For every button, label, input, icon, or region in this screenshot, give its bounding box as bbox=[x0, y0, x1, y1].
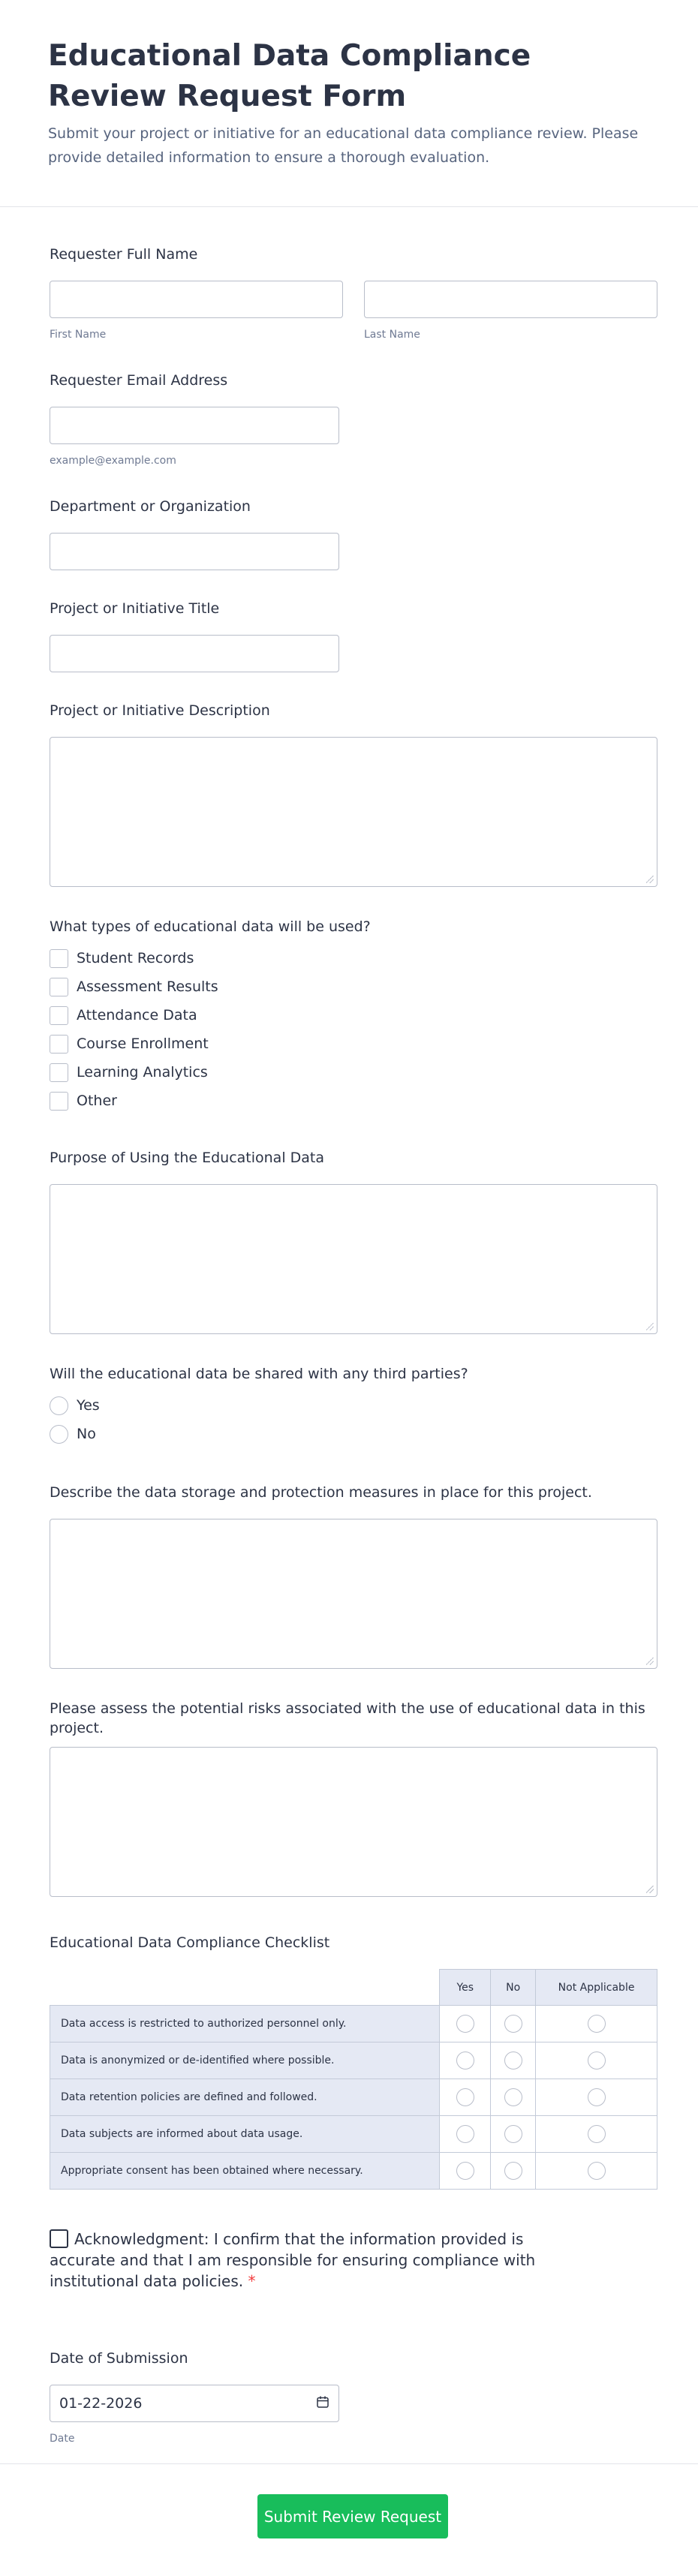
risks-label: Please assess the potential risks associated with the use of educational data in this project. bbox=[50, 1700, 645, 1736]
project-description-label: Project or Initiative Description bbox=[50, 702, 270, 719]
checkbox[interactable] bbox=[50, 949, 68, 968]
matrix-radio[interactable] bbox=[504, 2162, 522, 2180]
data-type-option[interactable] bbox=[50, 1058, 657, 1087]
date-sublabel: Date bbox=[50, 2433, 75, 2445]
matrix-col-na: Not Applicable bbox=[536, 1970, 657, 2006]
data-type-option[interactable] bbox=[50, 1001, 657, 1029]
checkbox[interactable] bbox=[50, 978, 68, 996]
calendar-icon[interactable] bbox=[316, 2395, 329, 2412]
storage-label: Describe the data storage and protection measures in place for this project. bbox=[50, 1484, 592, 1501]
checkbox[interactable] bbox=[50, 1006, 68, 1025]
acknowledgment-checkbox[interactable] bbox=[50, 2229, 68, 2248]
resize-handle-icon[interactable] bbox=[646, 1886, 654, 1893]
matrix-radio[interactable] bbox=[588, 2015, 606, 2033]
matrix-row-label: Data subjects are informed about data usage. bbox=[50, 2116, 440, 2153]
storage-textarea[interactable] bbox=[50, 1519, 657, 1669]
checkbox[interactable] bbox=[50, 1035, 68, 1054]
matrix-radio[interactable] bbox=[504, 2015, 522, 2033]
project-title-input[interactable] bbox=[50, 635, 339, 672]
submission-date-label: Date of Submission bbox=[50, 2350, 188, 2367]
option-label: Yes bbox=[77, 1397, 100, 1414]
resize-handle-icon[interactable] bbox=[646, 1658, 654, 1665]
data-types-options bbox=[50, 944, 657, 1115]
matrix-row-label: Appropriate consent has been obtained where necessary. bbox=[50, 2153, 440, 2190]
acknowledgment-text-block[interactable] bbox=[50, 2229, 575, 2292]
matrix-radio[interactable] bbox=[456, 2051, 474, 2070]
matrix-row bbox=[50, 2079, 657, 2116]
last-name-input[interactable] bbox=[364, 281, 657, 318]
checklist-label: Educational Data Compliance Checklist bbox=[50, 1934, 330, 1951]
matrix-row-label: Data is anonymized or de-identified where possible. bbox=[50, 2042, 440, 2079]
matrix-row bbox=[50, 2116, 657, 2153]
first-name-input[interactable] bbox=[50, 281, 343, 318]
department-field bbox=[50, 497, 657, 570]
last-name-sublabel: Last Name bbox=[364, 329, 420, 341]
matrix-row-label: Data retention policies are defined and followed. bbox=[50, 2079, 440, 2116]
matrix-radio[interactable] bbox=[588, 2051, 606, 2070]
matrix-col-yes: Yes bbox=[440, 1970, 491, 2006]
purpose-textarea[interactable] bbox=[50, 1184, 657, 1334]
purpose-field bbox=[50, 1148, 657, 1334]
requester-email-label: Requester Email Address bbox=[50, 372, 228, 389]
data-type-option[interactable] bbox=[50, 1087, 657, 1115]
requester-name-label: Requester Full Name bbox=[50, 246, 198, 263]
third-parties-field bbox=[50, 1364, 657, 1448]
matrix-row-label: Data access is restricted to authorized personnel only. bbox=[50, 2006, 440, 2042]
date-value: 01-22-2026 bbox=[59, 2395, 143, 2412]
department-label: Department or Organization bbox=[50, 498, 251, 515]
option-label: Course Enrollment bbox=[77, 1036, 209, 1052]
matrix-radio[interactable] bbox=[504, 2051, 522, 2070]
resize-handle-icon[interactable] bbox=[646, 1323, 654, 1330]
matrix-corner bbox=[50, 1970, 440, 2006]
radio[interactable] bbox=[50, 1425, 68, 1444]
third-parties-options bbox=[50, 1391, 657, 1448]
risks-textarea[interactable] bbox=[50, 1747, 657, 1897]
option-label: Learning Analytics bbox=[77, 1064, 208, 1081]
matrix-radio[interactable] bbox=[588, 2088, 606, 2106]
option-label: Other bbox=[77, 1093, 117, 1109]
checkbox[interactable] bbox=[50, 1092, 68, 1111]
matrix-radio[interactable] bbox=[456, 2088, 474, 2106]
form-title: Educational Data Compliance Review Request Form bbox=[48, 39, 531, 113]
project-description-field bbox=[50, 701, 657, 887]
project-title-label: Project or Initiative Title bbox=[50, 600, 220, 617]
matrix-radio[interactable] bbox=[456, 2162, 474, 2180]
checklist-field bbox=[50, 1933, 657, 2190]
form-footer bbox=[0, 2463, 698, 2576]
third-party-option-no[interactable] bbox=[50, 1420, 657, 1448]
requester-email-field bbox=[50, 371, 657, 467]
data-types-field bbox=[50, 917, 657, 1115]
form-header bbox=[0, 0, 698, 207]
matrix-row bbox=[50, 2006, 657, 2042]
required-mark: * bbox=[248, 2272, 256, 2290]
third-party-option-yes[interactable] bbox=[50, 1391, 657, 1420]
matrix-col-no: No bbox=[491, 1970, 536, 2006]
matrix-radio[interactable] bbox=[504, 2088, 522, 2106]
data-type-option[interactable] bbox=[50, 944, 657, 972]
data-types-label: What types of educational data will be used? bbox=[50, 918, 371, 935]
acknowledgment-field bbox=[50, 2229, 657, 2292]
date-input[interactable] bbox=[50, 2385, 339, 2422]
department-input[interactable] bbox=[50, 533, 339, 570]
matrix-radio[interactable] bbox=[504, 2125, 522, 2143]
matrix-radio[interactable] bbox=[456, 2015, 474, 2033]
third-parties-label: Will the educational data be shared with any third parties? bbox=[50, 1366, 468, 1382]
checkbox[interactable] bbox=[50, 1063, 68, 1082]
requester-name-field bbox=[50, 245, 657, 341]
matrix-row bbox=[50, 2042, 657, 2079]
submission-date-field bbox=[50, 2349, 657, 2445]
storage-field bbox=[50, 1483, 657, 1669]
project-title-field bbox=[50, 599, 657, 672]
risks-field bbox=[50, 1699, 657, 1897]
form-subtitle: Submit your project or initiative for an educational data compliance review. Please provide detailed information to ensure a thorough evaluation. bbox=[48, 125, 639, 166]
acknowledgment-text: Acknowledgment: I confirm that the information provided is accurate and that I am responsible for ensuring compliance with institutional data policies. bbox=[50, 2230, 536, 2290]
option-label: Assessment Results bbox=[77, 978, 218, 995]
checklist-matrix bbox=[50, 1969, 657, 2190]
matrix-radio[interactable] bbox=[456, 2125, 474, 2143]
matrix-radio[interactable] bbox=[588, 2162, 606, 2180]
radio[interactable] bbox=[50, 1396, 68, 1415]
first-name-sublabel: First Name bbox=[50, 329, 107, 341]
submit-button[interactable]: Submit Review Request bbox=[257, 2494, 448, 2538]
resize-handle-icon[interactable] bbox=[646, 876, 654, 883]
data-type-option[interactable] bbox=[50, 1029, 657, 1058]
option-label: Attendance Data bbox=[77, 1007, 197, 1023]
purpose-label: Purpose of Using the Educational Data bbox=[50, 1150, 325, 1166]
matrix-row bbox=[50, 2153, 657, 2190]
option-label: Student Records bbox=[77, 950, 194, 966]
option-label: No bbox=[77, 1426, 96, 1442]
email-input[interactable] bbox=[50, 407, 339, 444]
email-sublabel: example@example.com bbox=[50, 455, 176, 467]
data-type-option[interactable] bbox=[50, 972, 657, 1001]
matrix-radio[interactable] bbox=[588, 2125, 606, 2143]
project-description-textarea[interactable] bbox=[50, 737, 657, 887]
